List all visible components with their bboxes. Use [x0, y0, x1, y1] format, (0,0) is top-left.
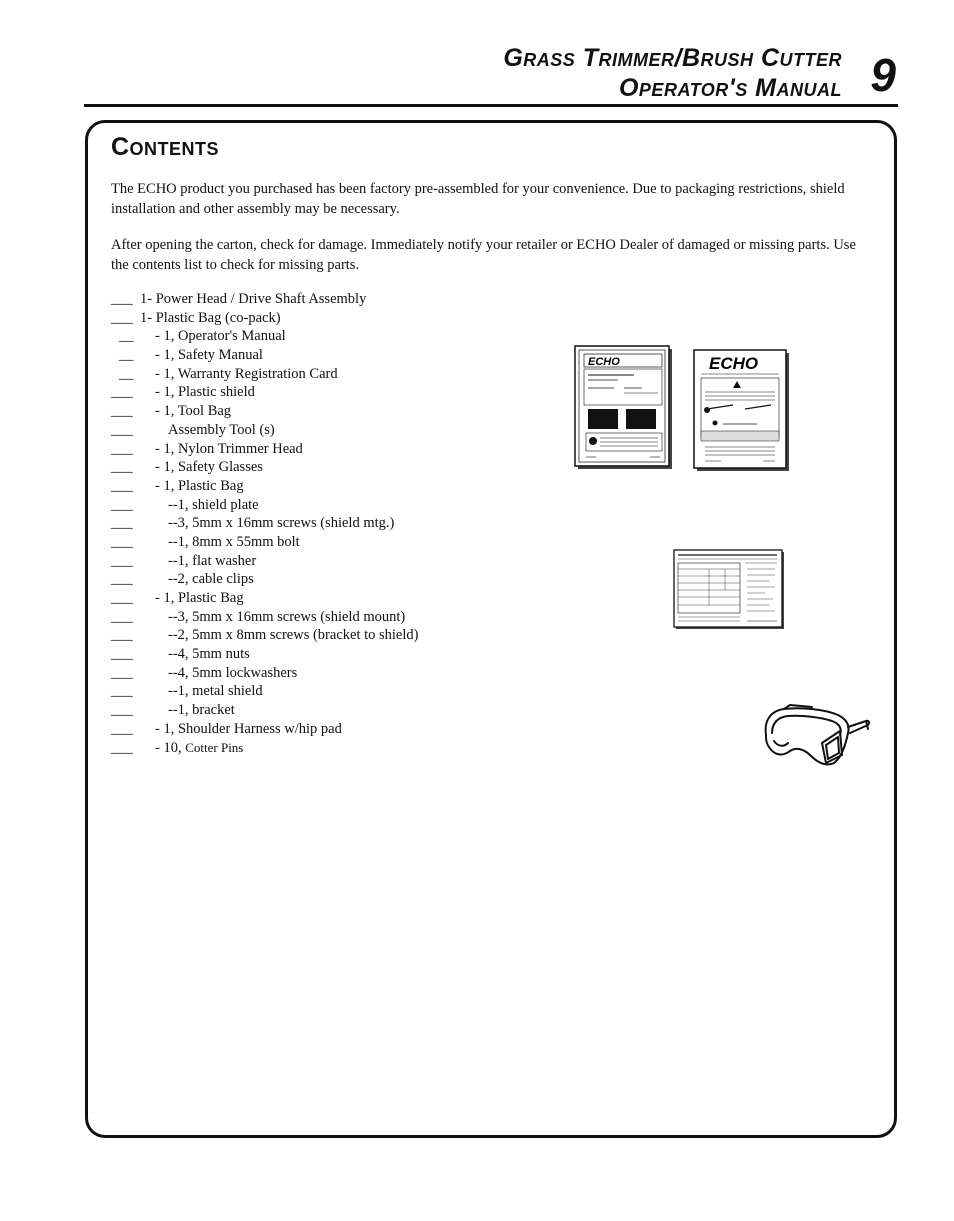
checklist-item-text — [168, 609, 405, 626]
checklist-item-text — [168, 571, 254, 588]
checklist-item-text — [168, 497, 259, 514]
item-label: --2, cable clips — [168, 571, 254, 588]
checklist-item-text — [155, 441, 303, 458]
check-blank: ___ — [111, 496, 133, 513]
checklist-item-text — [168, 515, 394, 532]
checklist-item-text — [155, 384, 255, 401]
check-blank: ___ — [111, 477, 133, 494]
checklist-item-text — [155, 478, 244, 495]
item-label: - 1, Warranty Registration Card — [155, 365, 338, 382]
item-label: - 1, Safety Manual — [155, 347, 263, 364]
check-blank: ___ — [111, 627, 133, 644]
item-label: --4, 5mm lockwashers — [168, 664, 298, 681]
checklist-item-text — [168, 702, 235, 719]
item-label: - 10, — [155, 739, 182, 756]
item-label: - 1, Plastic Bag — [155, 590, 244, 606]
manual-title-line1: Grass Trimmer/Brush Cutter — [503, 44, 842, 72]
checklist-item-text — [168, 627, 418, 644]
item-label: --1, metal shield — [168, 683, 263, 700]
item-label: Assembly Tool (s) — [168, 421, 275, 438]
check-blank: ___ — [111, 646, 133, 663]
section-title: Contents — [111, 133, 220, 161]
item-label: --1, shield plate — [168, 496, 259, 513]
item-label: 1- Power Head / Drive Shaft Assembly — [140, 291, 367, 307]
inspection-paragraph: After opening the carton, check for damage. Immediately notify your retailer or ECHO Dealer of damaged or missing parts. Use the contents list to check for missing parts. — [111, 237, 856, 273]
checklist-item-text — [168, 422, 275, 439]
item-label: - 1, Nylon Trimmer Head — [155, 440, 303, 457]
item-label: - 1, Safety Glasses — [155, 459, 263, 476]
check-blank: ___ — [111, 683, 133, 700]
checklist-item-text — [168, 553, 256, 570]
check-blank: ___ — [111, 720, 133, 737]
checklist-item-text — [155, 459, 263, 476]
warranty-card-image — [673, 549, 786, 631]
checklist-item-text — [155, 366, 338, 383]
safety-glasses-image — [760, 703, 872, 771]
intro-paragraph: The ECHO product you purchased has been factory pre-assembled for your convenience. Due to packaging restrictions, shield installation and other assembly may be necessary. — [111, 181, 845, 217]
item-label: - 1, Plastic Bag — [155, 477, 244, 494]
echo-logo-text: ECHO — [709, 354, 759, 373]
check-blank: ___ — [111, 552, 133, 569]
echo-logo-text: ECHO — [588, 356, 620, 368]
safety-manual-image — [693, 349, 791, 473]
check-blank: ___ — [111, 571, 133, 588]
item-label: --3, 5mm x 16mm screws (shield mtg.) — [168, 515, 395, 532]
checklist-item-text — [140, 291, 366, 308]
checklist-item-text — [155, 347, 263, 364]
checklist-item-text — [168, 665, 297, 682]
check-blank: ___ — [111, 533, 133, 550]
item-label: - 1, Operator's Manual — [155, 328, 286, 345]
check-blank: ___ — [111, 459, 133, 476]
check-blank: ___ — [111, 664, 133, 681]
check-blank: ___ — [111, 384, 133, 401]
item-label: --3, 5mm x 16mm screws (shield mount) — [168, 608, 406, 625]
check-blank: __ — [119, 365, 134, 382]
item-label: - 1, Tool Bag — [155, 403, 232, 420]
check-blank: ___ — [111, 608, 133, 625]
checklist-item-text — [155, 721, 342, 738]
check-blank: ___ — [111, 515, 133, 532]
item-label-small: Cotter Pins — [185, 739, 244, 755]
check-blank: ___ — [111, 590, 133, 606]
check-blank: ___ — [111, 440, 133, 457]
item-label: --1, bracket — [168, 702, 235, 719]
check-blank: __ — [119, 347, 134, 364]
header-rule — [84, 104, 898, 107]
checklist-item-text — [155, 403, 231, 420]
checklist-item-text — [155, 328, 286, 345]
check-blank: ___ — [111, 291, 133, 307]
item-label: --2, 5mm x 8mm screws (bracket to shield) — [168, 627, 419, 644]
checklist-item-text — [168, 646, 250, 663]
check-blank: ___ — [111, 403, 133, 420]
checklist-item-text — [168, 534, 300, 551]
page-number: 9 — [870, 49, 896, 101]
item-label: - 1, Plastic shield — [155, 384, 255, 401]
checklist-item-text — [168, 683, 263, 700]
check-blank: ___ — [111, 309, 133, 326]
item-label: --1, 8mm x 55mm bolt — [168, 533, 300, 550]
checklist-item-text — [140, 310, 281, 327]
check-blank: ___ — [111, 421, 133, 438]
operators-manual-image — [574, 345, 674, 470]
item-label: --1, flat washer — [168, 552, 257, 569]
checklist-item-text — [155, 590, 244, 607]
item-label: --4, 5mm nuts — [168, 646, 250, 663]
check-blank: ___ — [111, 702, 133, 719]
checklist-item-text — [155, 740, 243, 757]
item-label: 1- Plastic Bag (co-pack) — [140, 309, 281, 326]
check-blank: __ — [119, 328, 134, 345]
manual-title-line2: Operator's Manual — [618, 74, 842, 102]
page-header — [0, 0, 954, 110]
item-label: - 1, Shoulder Harness w/hip pad — [155, 720, 342, 737]
check-blank: ___ — [111, 739, 133, 756]
